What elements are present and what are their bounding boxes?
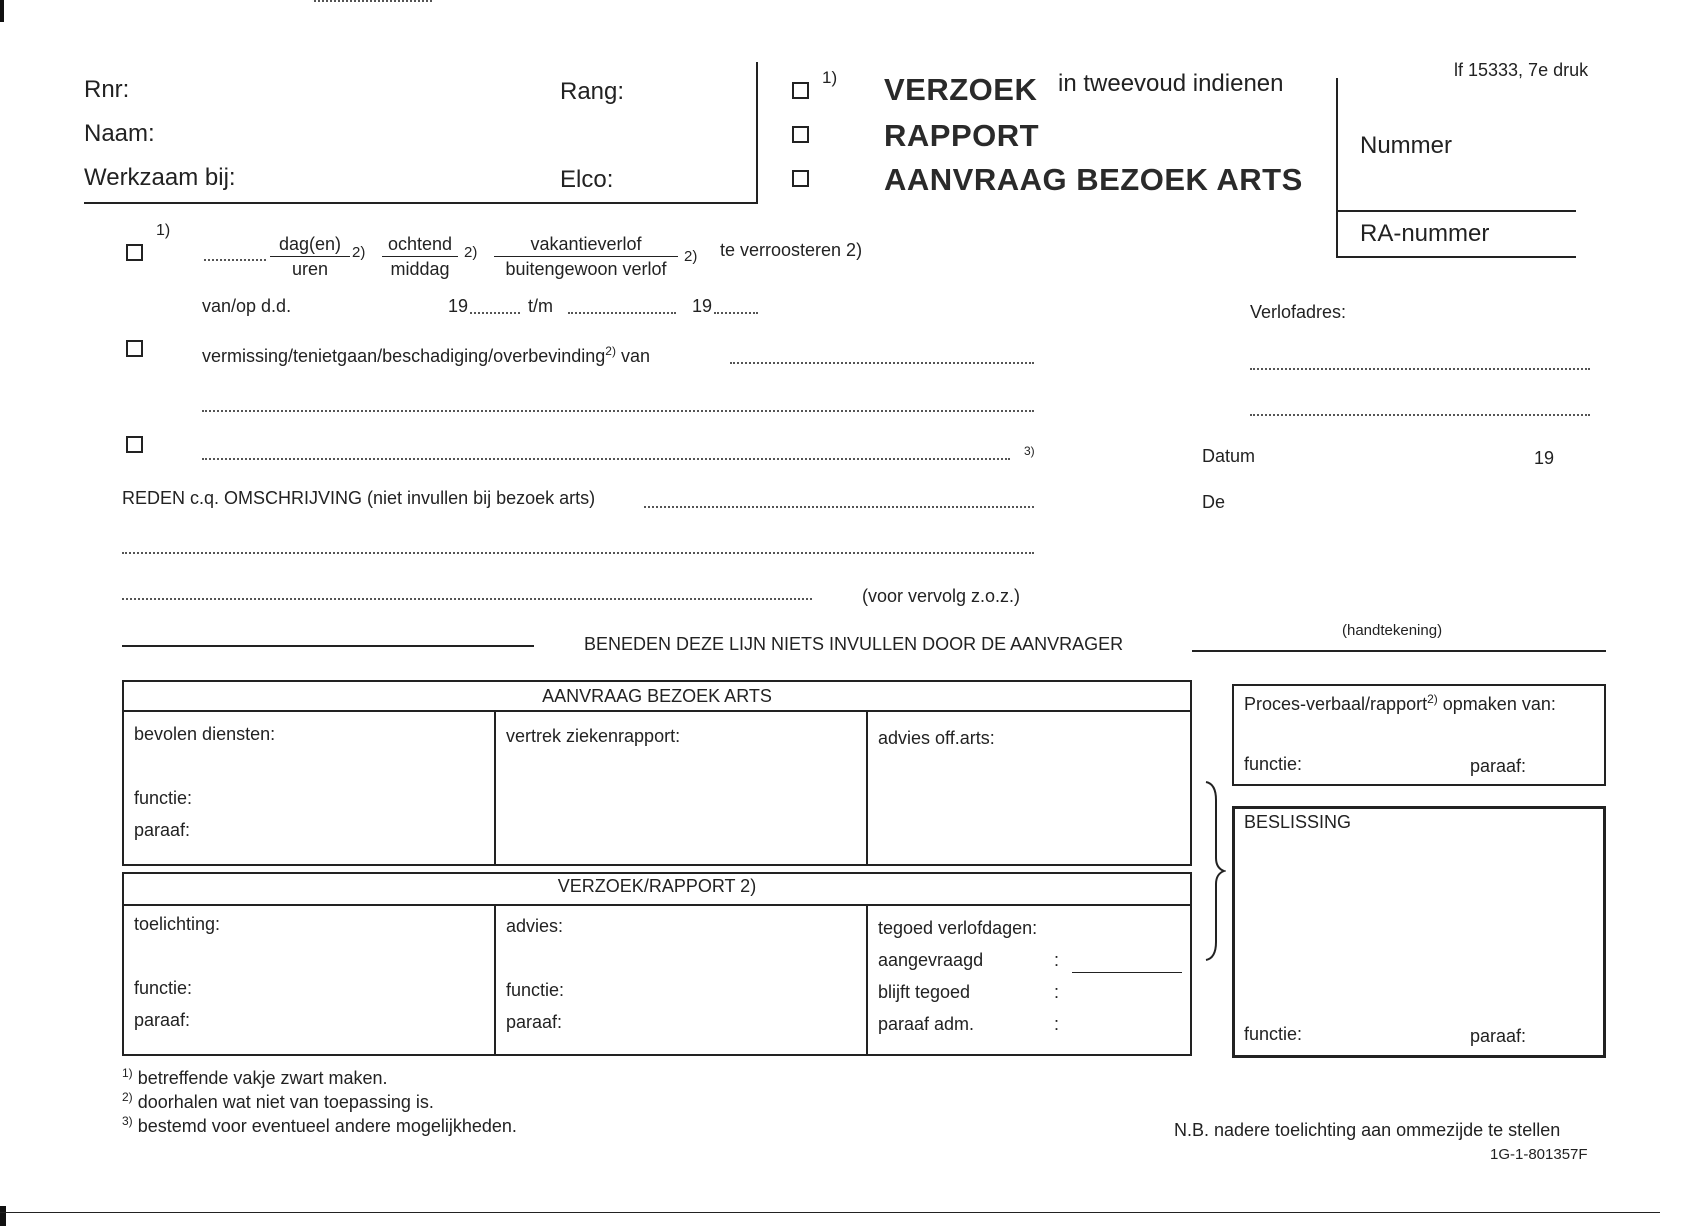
beslissing-title: BESLISSING	[1244, 812, 1352, 832]
header-right-border	[1336, 78, 1338, 256]
table-verzoek-header-line	[122, 904, 1192, 906]
anders-fn: 3)	[1024, 444, 1035, 458]
vakantieverlof-label: vakantieverlof	[494, 232, 678, 257]
te-verroosteren-label: te verroosteren 2)	[720, 240, 863, 260]
arts-functie-label: functie:	[134, 788, 193, 808]
year-1-field[interactable]	[470, 312, 520, 314]
table-verzoek-title: VERZOEK/RAPPORT 2)	[557, 876, 757, 896]
footnote-2-mark: 2)	[122, 1090, 133, 1104]
datum-year: 19	[1534, 448, 1555, 468]
de-label: De	[1202, 492, 1226, 512]
ochtend-middag-fraction	[382, 232, 458, 281]
footnote-1	[122, 1066, 388, 1089]
footnote-3-text: bestemd voor eventueel andere mogelijkheden.	[137, 1116, 517, 1136]
paraaf-adm-colon: :	[1054, 1014, 1060, 1034]
pv-fn: 2)	[1427, 692, 1438, 706]
checkbox-anders[interactable]	[126, 436, 143, 453]
checkbox-rapport[interactable]	[792, 126, 809, 143]
scan-edge-bottom	[0, 1206, 6, 1226]
table-verzoek	[122, 872, 1192, 1056]
bevolen-diensten-label: bevolen diensten:	[134, 724, 276, 744]
uren-label: uren	[291, 259, 329, 279]
vermissing-text: vermissing/tenietgaan/beschadiging/overbevinding	[202, 346, 606, 366]
title-tweevoud: in tweevoud indienen	[1058, 70, 1284, 97]
tm-datum-field[interactable]	[568, 312, 676, 314]
nummer-label: Nummer	[1360, 132, 1453, 159]
reden-field-3[interactable]	[122, 598, 812, 600]
checkbox-aanvraag[interactable]	[792, 170, 809, 187]
pv-title-text: Proces-verbaal/rapport	[1244, 694, 1428, 714]
pv-title-end: opmaken van:	[1442, 694, 1556, 714]
reden-label: REDEN c.q. OMSCHRIJVING (niet invullen bij bezoek arts)	[122, 488, 596, 508]
vermissing-van: van	[620, 346, 650, 366]
header-left-border	[756, 62, 758, 204]
handtekening-label: (handtekening)	[1342, 622, 1443, 639]
blijft-colon: :	[1054, 982, 1060, 1002]
buitengewoon-label: buitengewoon verlof	[505, 259, 667, 279]
paraaf-adm-label: paraaf adm.	[878, 1014, 975, 1034]
footnote-marker-verzoek: 1)	[822, 68, 838, 87]
beslissing-paraaf-label: paraaf:	[1470, 1026, 1527, 1046]
divider-line-left	[122, 645, 534, 647]
van-op-label: van/op d.d.	[202, 296, 292, 316]
table-arts	[122, 680, 1192, 866]
verzoek-paraaf-label-1: paraaf:	[134, 1010, 191, 1030]
naam-label: Naam:	[84, 120, 155, 147]
aangevraagd-sum-line	[1072, 972, 1182, 973]
aangevraagd-label: aangevraagd	[878, 950, 984, 970]
van-datum-field[interactable]	[314, 0, 432, 2]
year-2: 19	[692, 296, 713, 316]
datum-label: Datum	[1202, 446, 1256, 466]
scan-edge-top	[0, 0, 4, 22]
title-verzoek: VERZOEK	[884, 72, 1038, 107]
table-verzoek-col-divider-1	[494, 904, 496, 1054]
verlofadres-line-2[interactable]	[1250, 414, 1590, 416]
footnote-1-mark: 1)	[122, 1066, 133, 1080]
aantal-field[interactable]	[204, 259, 266, 261]
table-arts-header-line	[122, 710, 1192, 712]
table-arts-col-divider-1	[494, 710, 496, 864]
handtekening-line[interactable]	[1192, 650, 1606, 652]
vertrek-ziekenrapport-label: vertrek ziekenrapport:	[506, 726, 681, 746]
aangevraagd-colon: :	[1054, 950, 1060, 970]
table-arts-title: AANVRAAG BEZOEK ARTS	[542, 686, 772, 706]
verzoek-functie-label-2: functie:	[506, 980, 565, 1000]
verlofadres-line-1[interactable]	[1250, 368, 1590, 370]
year-1: 19	[448, 296, 469, 316]
blijft-tegoed-label: blijft tegoed	[878, 982, 971, 1002]
pv-paraaf-label: paraaf:	[1470, 756, 1527, 776]
verzoek-functie-label-1: functie:	[134, 978, 193, 998]
fn-ochtend: 2)	[464, 244, 478, 261]
beslissing-functie-label: functie:	[1244, 1024, 1303, 1044]
footnote-3	[122, 1114, 517, 1137]
advies-label: advies:	[506, 916, 564, 936]
tm-label: t/m	[528, 296, 553, 316]
header-left-underline	[84, 202, 758, 204]
footer-code: 1G-1-801357F	[1490, 1146, 1588, 1163]
vermissing-field-1[interactable]	[730, 362, 1034, 364]
checkbox-vermissing[interactable]	[126, 340, 143, 357]
arts-paraaf-label: paraaf:	[134, 820, 191, 840]
footnote-3-mark: 3)	[122, 1114, 133, 1128]
verlof-type-fraction	[494, 232, 678, 281]
vermissing-field-2[interactable]	[202, 410, 1034, 412]
nb-note: N.B. nadere toelichting aan ommezijde te stellen	[1174, 1120, 1561, 1140]
reden-field-1[interactable]	[644, 506, 1034, 508]
table-arts-col-divider-2	[866, 710, 868, 864]
vervolg-label: (voor vervolg z.o.z.)	[862, 586, 1021, 606]
elco-label: Elco:	[560, 166, 614, 193]
verlofadres-label: Verlofadres:	[1250, 302, 1347, 322]
beslissing-box	[1232, 806, 1606, 1058]
checkbox-verlof[interactable]	[126, 244, 143, 261]
brace-icon	[1202, 780, 1226, 962]
ochtend-label: ochtend	[382, 232, 458, 257]
footnote-marker-verlof: 1)	[156, 222, 171, 239]
nummer-underline	[1336, 210, 1576, 212]
footnote-1-text: betreffende vakje zwart maken.	[137, 1068, 388, 1088]
footnote-2	[122, 1090, 434, 1113]
advies-offarts-label: advies off.arts:	[878, 728, 995, 748]
verzoek-paraaf-label-2: paraaf:	[506, 1012, 563, 1032]
fn-verlof-type: 2)	[684, 248, 698, 265]
rang-label: Rang:	[560, 78, 625, 105]
anders-field[interactable]	[202, 458, 1010, 460]
vermissing-fn: 2)	[605, 344, 616, 358]
reden-field-2[interactable]	[122, 552, 1034, 554]
ra-nummer-underline	[1336, 256, 1576, 258]
toelichting-label: toelichting:	[134, 914, 221, 934]
form-code: lf 15333, 7e druk	[1454, 60, 1589, 80]
fn-dagen: 2)	[352, 244, 366, 261]
year-2-field[interactable]	[714, 312, 758, 314]
checkbox-verzoek[interactable]	[792, 82, 809, 99]
tegoed-verlofdagen-label: tegoed verlofdagen:	[878, 918, 1038, 938]
vermissing-label	[202, 344, 650, 367]
title-rapport: RAPPORT	[884, 118, 1040, 153]
werkzaam-label: Werkzaam bij:	[84, 164, 236, 191]
pv-functie-label: functie:	[1244, 754, 1303, 774]
scan-bottom-line	[0, 1212, 1660, 1213]
pv-title	[1244, 692, 1556, 715]
rnr-label: Rnr:	[84, 76, 130, 103]
footnote-2-text: doorhalen wat niet van toepassing is.	[137, 1092, 434, 1112]
title-aanvraag: AANVRAAG BEZOEK ARTS	[884, 162, 1303, 197]
divider-text: BENEDEN DEZE LIJN NIETS INVULLEN DOOR DE AANVRAGER	[584, 634, 1124, 654]
table-verzoek-col-divider-2	[866, 904, 868, 1054]
dagen-label: dag(en)	[270, 232, 350, 257]
middag-label: middag	[390, 259, 450, 279]
dagen-uren-fraction	[270, 232, 350, 281]
ra-nummer-label: RA-nummer	[1360, 220, 1490, 247]
